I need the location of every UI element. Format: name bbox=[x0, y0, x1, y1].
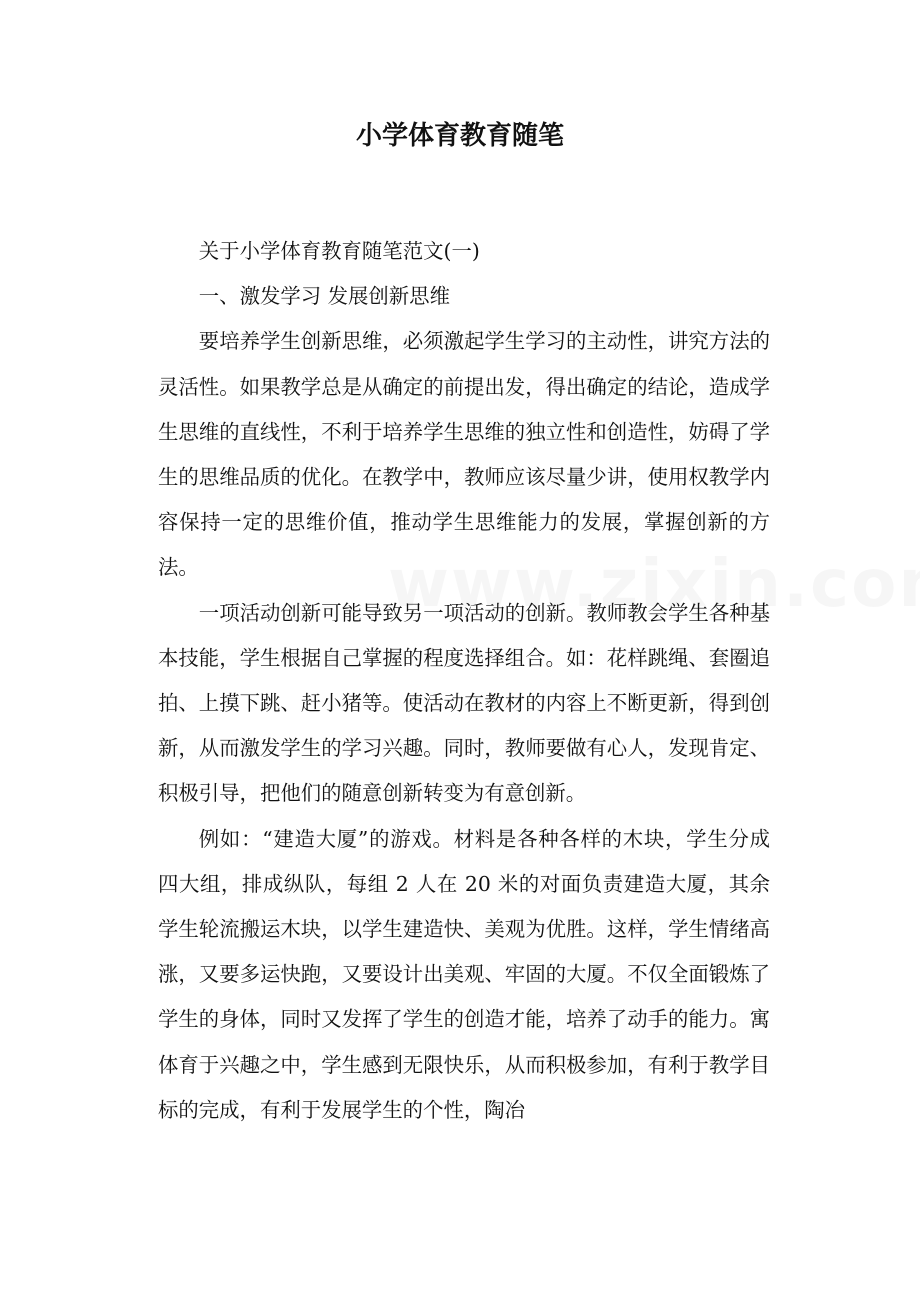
paragraph-2: 一项活动创新可能导致另一项活动的创新。教师教会学生各种基本技能，学生根据自己掌握的程度选择组合。如：花样跳绳、套圈追拍、上摸下跳、赶小猪等。使活动在教材的内容上不断更新，得到创新，从而激发学生的学习兴趣。同时，教师要做有心人，发现肯定、积极引导，把他们的随意创新转变为有意创新。 bbox=[158, 600, 770, 806]
page-title: 小学体育教育随笔 bbox=[355, 121, 564, 151]
paragraph-1: 要培养学生创新思维，必须激起学生学习的主动性，讲究方法的灵活性。如果教学总是从确定的前提出发，得出确定的结论，造成学生思维的直线性，不利于培养学生思维的独立性和创造性，妨碍了学生的思维品质的优化。在教学中，教师应该尽量少讲，使用权教学内容保持一定的思维价值，推动学生思维能力的发展，掌握创新的方法。 bbox=[158, 329, 770, 580]
paragraph-3: 例如：“建造大厦”的游戏。材料是各种各样的木块，学生分成四大组，排成纵队，每组 2 人在 20 米的对面负责建造大厦，其余学生轮流搬运木块，以学生建造快、美观为优胜。这样，学生情绪高涨，又要多运快跑，又要设计出美观、牢固的大厦。不仅全面锻炼了学生的身体，同时又发挥了学生的创造才能，培养了动手的能力。寓体育于兴趣之中，学生感到无限快乐，从而积极参加，有利于教学目标的完成，有利于发展学生的个性，陶冶 bbox=[158, 826, 770, 1122]
paragraph-heading-2: 一、激发学习 发展创新思维 bbox=[198, 284, 450, 309]
paragraph-heading-1: 关于小学体育教育随笔范文(一) bbox=[198, 239, 480, 263]
document-body bbox=[158, 229, 770, 1133]
